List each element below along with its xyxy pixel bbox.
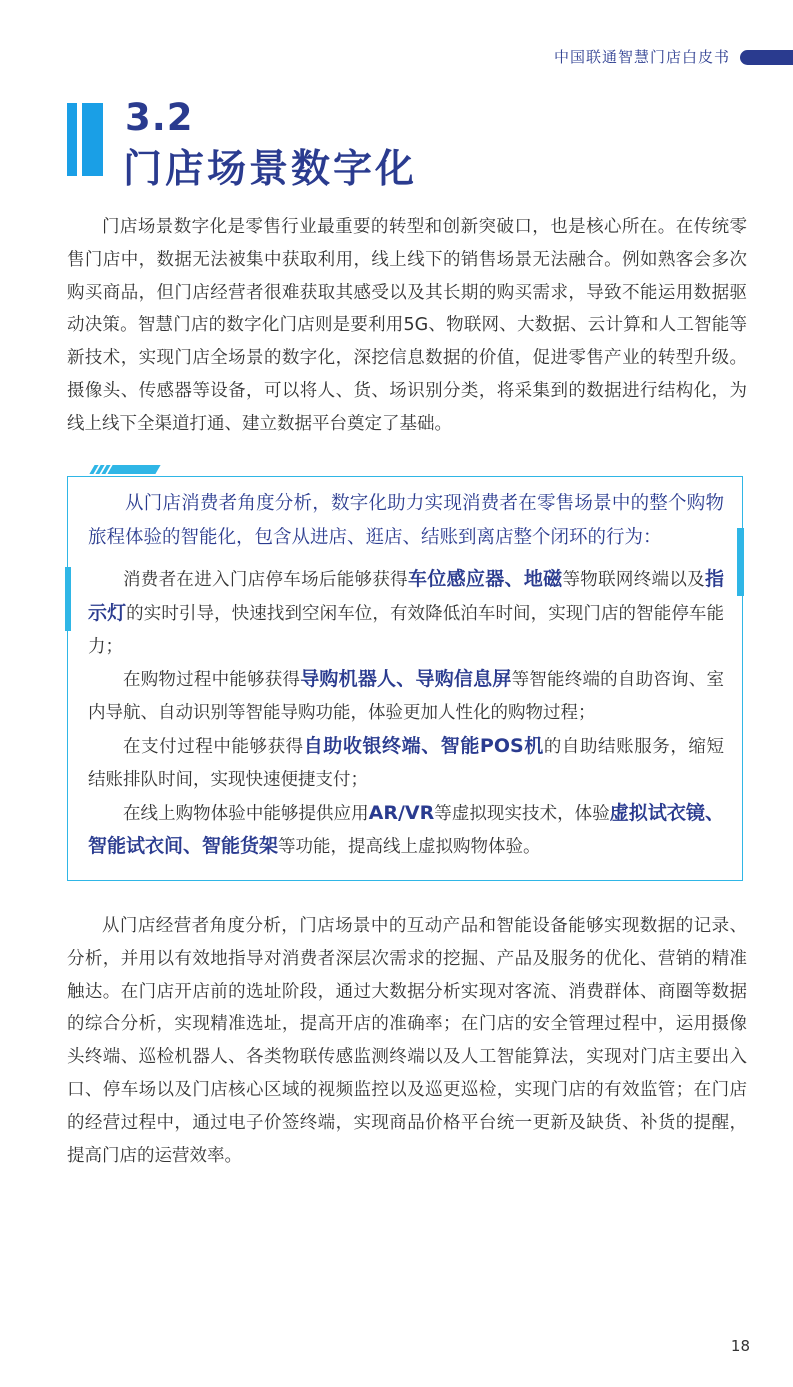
callout-tab-bar (107, 465, 160, 474)
intro-paragraph: 门店场景数字化是零售行业最重要的转型和创新突破口，也是核心所在。在传统零售门店中，数据无法被集中获取利用，线上线下的销售场景无法融合。例如熟客会多次购买商品，但门店经营者很难获取其感受以及其长期的购买需求，导致不能运用数据驱动决策。智慧门店的数字化门店则是要利用5G、物联网、大数据、云计算和人工智能等新技术，实现门店全场景的数字化，深挖信息数据的价值，促进零售产业的转型升级。摄像头、传感器等设备，可以将人、货、场识别分类，将采集到的数据进行结构化，为线上线下全渠道打通、建立数据平台奠定了基础。 (67, 217, 747, 434)
highlight-term: 导购机器人 (300, 668, 397, 691)
highlight-separator: 、 (504, 568, 524, 590)
page-number: 18 (730, 1337, 750, 1355)
online-text: 在线上购物体验中能够提供应用 (123, 803, 369, 824)
highlight-term: 自助收银终端 (303, 734, 422, 757)
payment-paragraph (88, 730, 724, 797)
callout-tab (88, 465, 158, 476)
section-title: 门店场景数字化 (123, 147, 418, 192)
section-marker-bar (82, 103, 103, 176)
highlight-separator: 、 (183, 835, 203, 858)
payment-text: 在支付过程中能够获得 (123, 736, 304, 757)
callout-right-accent (737, 528, 745, 596)
callout-lead: 从门店消费者角度分析，数字化助力实现消费者在零售场景中的整个购物旅程体验的智能化，包含从进店、逛店、结账到离店整个闭环的行为： (88, 493, 724, 548)
online-text: 等功能，提高线上虚拟购物体验。 (278, 837, 541, 858)
shopping-text: 在购物过程中能够获得 (123, 670, 301, 691)
highlight-term: 地磁 (523, 568, 563, 590)
parking-text: 等物联网终端以及 (562, 570, 705, 590)
highlight-term: 车位感应器 (407, 568, 505, 590)
callout-content (88, 487, 724, 864)
operator-paragraph: 从门店经营者角度分析，门店场景中的互动产品和智能设备能够实现数据的记录、分析，并用以有效地指导对消费者深层次需求的挖掘、产品及服务的优化、营销的精准触达。在门店开店前的选址阶段，通过大数据分析实现对客流、消费群体、商圈等数据的综合分析，实现精准选址，提高开店的准确率；在门店的安全管理过程中，运用摄像头终端、巡检机器人、各类物联传感监测终端以及人工智能算法，实现对门店主要出入口、停车场以及门店核心区域的视频监控以及巡更巡检，实现门店的有效监管；在门店的经营过程中，通过电子价签终端，实现商品价格平台统一更新及缺货、补货的提醒，提高门店的运营效率。 (67, 916, 747, 1166)
parking-paragraph (88, 563, 724, 663)
section-number: 3.2 (125, 96, 194, 139)
highlight-term: 智能货架 (202, 835, 279, 858)
parking-text: 消费者在进入门店停车场后能够获得 (123, 570, 408, 590)
payment-text: 的自助结账服务，缩短结账排队时间，实现快速便捷支付； (88, 736, 724, 790)
online-paragraph (88, 797, 724, 865)
highlight-separator: 、 (396, 668, 416, 691)
header-title: 中国联通智慧门店白皮书 (553, 48, 730, 66)
highlight-term: AR/VR (368, 801, 435, 824)
online-text: 等虚拟现实技术，体验 (434, 803, 610, 824)
highlight-term: 导购信息屏 (415, 668, 512, 691)
highlight-term: 指示灯 (88, 568, 724, 624)
highlight-term: 虚拟试衣镜 (609, 801, 705, 824)
highlight-term: 智能试衣间 (88, 835, 184, 858)
highlight-term: 智能POS机 (440, 734, 544, 757)
shopping-text: 等智能终端的自助咨询、室内导航、自动识别等智能导购功能，体验更加人性化的购物过程； (88, 670, 724, 724)
highlight-separator: 、 (704, 801, 724, 824)
highlight-separator: 、 (421, 734, 441, 757)
parking-text: 的实时引导，快速找到空闲车位，有效降低泊车时间，实现门店的智能停车能力； (88, 603, 724, 657)
section-marker-bar (67, 103, 77, 176)
callout-left-accent (63, 567, 71, 631)
header-accent-bar (740, 50, 793, 65)
shopping-paragraph (88, 663, 724, 730)
